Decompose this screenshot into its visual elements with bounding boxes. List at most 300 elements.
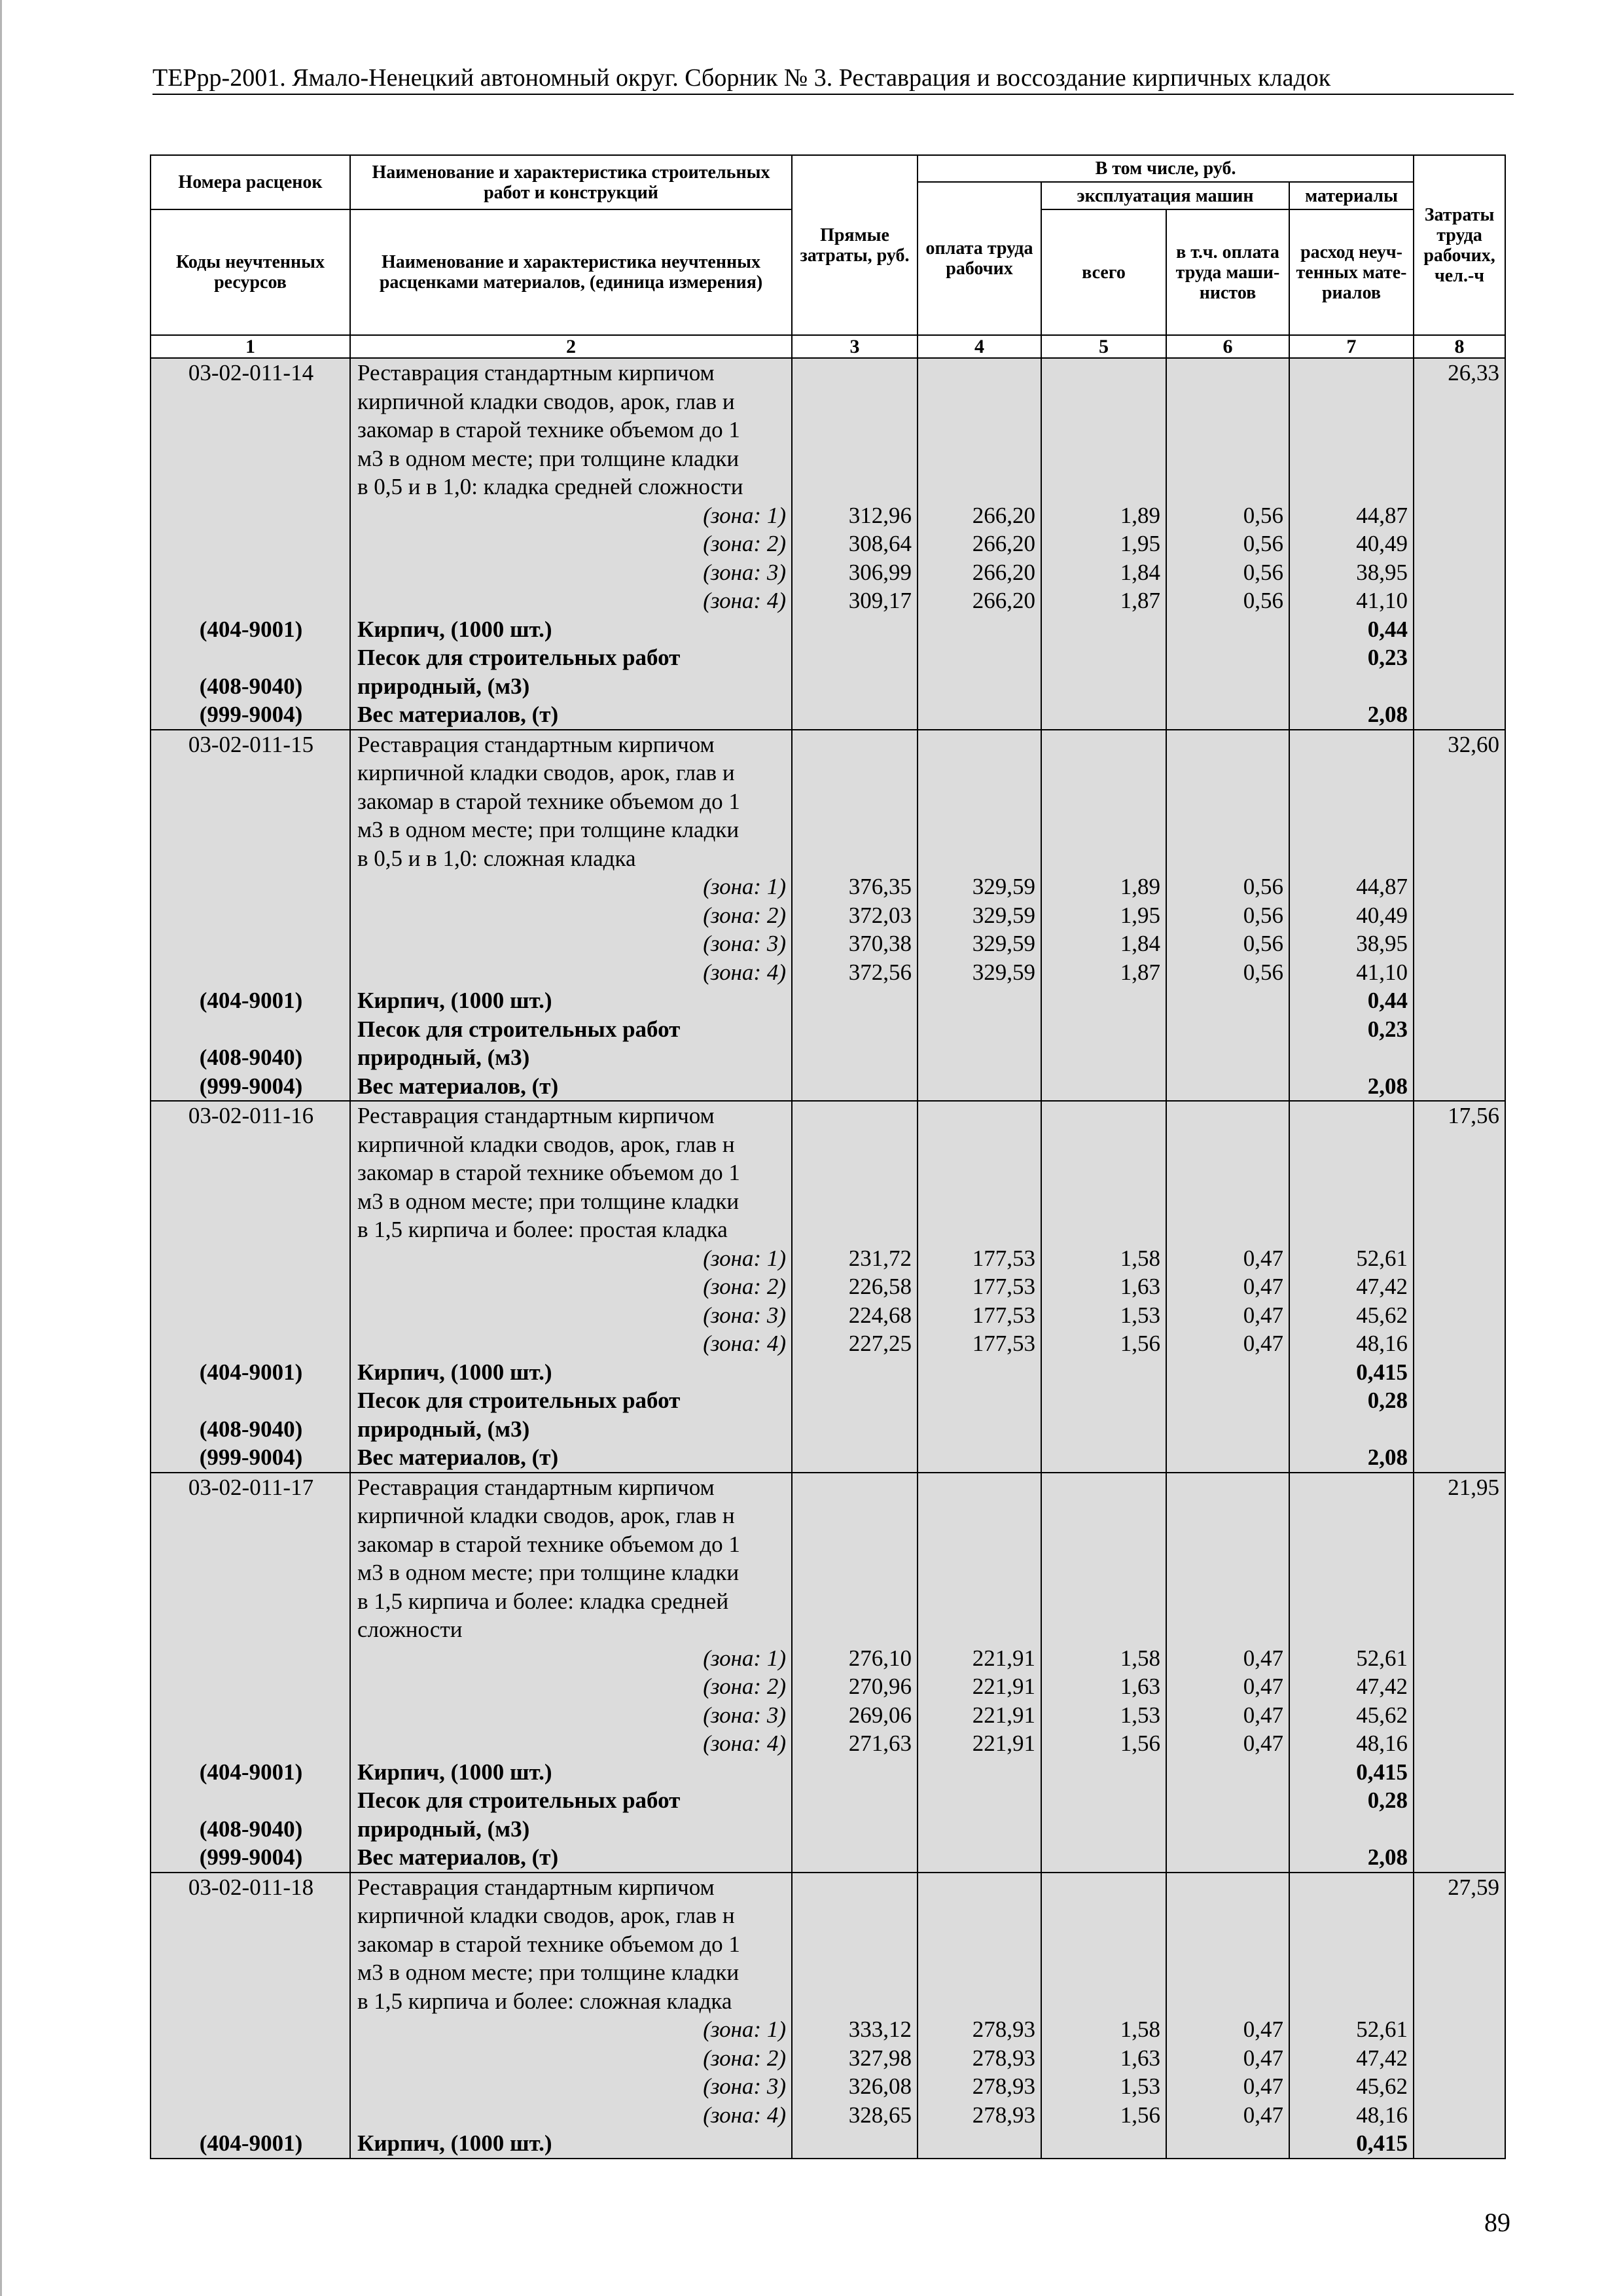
- blank-line: [1421, 1729, 1499, 1758]
- blank-line: [158, 2044, 344, 2073]
- blank-line: [158, 586, 344, 615]
- blank-line: [925, 1873, 1035, 1902]
- blank-line: [1296, 1187, 1408, 1216]
- blank-line: [1421, 1272, 1499, 1301]
- zone-label: (зона: 4): [703, 2102, 786, 2128]
- description-line: закомар в старой технике объемом до 1: [357, 1531, 740, 1557]
- blank-line: [925, 1043, 1035, 1072]
- blank-line: [1173, 1758, 1283, 1787]
- materials-value: 52,61: [1356, 1645, 1408, 1671]
- zone-label: (зона: 1): [703, 1645, 786, 1671]
- blank-line: [1048, 1443, 1160, 1472]
- blank-line: [799, 1958, 912, 1987]
- direct-cost-value: 333,12: [848, 2017, 912, 2042]
- description-line: Реставрация стандартным кирпичом: [357, 1103, 715, 1128]
- blank-line: [158, 501, 344, 530]
- blank-line: [1421, 844, 1499, 873]
- blank-line: [158, 1329, 344, 1358]
- resource-name: Вес материалов, (т): [357, 1073, 559, 1099]
- operator-pay-value: 0,56: [1243, 874, 1283, 899]
- blank-line: [1173, 615, 1283, 644]
- blank-line: [1296, 1158, 1408, 1187]
- labor-value: 17,56: [1448, 1103, 1500, 1128]
- worker-pay-value: 177,53: [972, 1302, 1035, 1328]
- blank-line: [1048, 1215, 1160, 1244]
- blank-line: [1421, 1758, 1499, 1787]
- blank-line: [1421, 473, 1499, 501]
- blank-line: [1048, 473, 1160, 501]
- blank-line: [1173, 1043, 1283, 1072]
- machines-total-value: 1,56: [1120, 1731, 1160, 1756]
- blank-line: [799, 986, 912, 1015]
- blank-line: [1173, 1473, 1283, 1502]
- blank-line: [1421, 643, 1499, 672]
- materials-value: 44,87: [1356, 502, 1408, 528]
- blank-line: [925, 816, 1035, 844]
- worker-pay-value: 266,20: [972, 531, 1035, 556]
- blank-line: [1296, 387, 1408, 416]
- blank-line: [1296, 1530, 1408, 1559]
- blank-line: [158, 444, 344, 473]
- operator-pay-cell: [1166, 1473, 1289, 1873]
- direct-cost-value: 372,03: [848, 902, 912, 928]
- direct-cost-value: 224,68: [848, 1302, 912, 1328]
- worker-pay-cell: [918, 730, 1041, 1102]
- blank-line: [1421, 1901, 1499, 1930]
- materials-cell: [1289, 730, 1414, 1102]
- worker-pay-value: 266,20: [972, 559, 1035, 585]
- blank-line: [1173, 1815, 1283, 1844]
- blank-line: [1421, 700, 1499, 729]
- zone-label: (зона: 3): [703, 1702, 786, 1728]
- machines-total-value: 1,53: [1120, 1702, 1160, 1728]
- blank-line: [1421, 1987, 1499, 2016]
- resource-qty: 2,08: [1367, 1444, 1408, 1470]
- operator-pay-value: 0,47: [1243, 1674, 1283, 1699]
- blank-line: [1421, 1130, 1499, 1159]
- direct-cost-value: 231,72: [848, 1245, 912, 1271]
- machines-total-value: 1,53: [1120, 1302, 1160, 1328]
- blank-line: [1048, 700, 1160, 729]
- blank-line: [1296, 1215, 1408, 1244]
- blank-line: [799, 473, 912, 501]
- description-cell: [350, 358, 792, 730]
- blank-line: [925, 700, 1035, 729]
- blank-line: [1048, 1415, 1160, 1444]
- materials-value: 38,95: [1356, 559, 1408, 585]
- worker-pay-value: 221,91: [972, 1702, 1035, 1728]
- blank-line: [1173, 730, 1283, 759]
- direct-cost-value: 276,10: [848, 1645, 912, 1671]
- header-unaccounted-materials: Наименование и характеристика неучтенных расценками материалов, (единица измерения): [350, 209, 792, 335]
- resource-name: Песок для строительных работ: [357, 1016, 681, 1042]
- blank-line: [925, 730, 1035, 759]
- blank-line: [1048, 359, 1160, 387]
- blank-line: [1173, 1786, 1283, 1815]
- resource-name: Песок для строительных работ: [357, 645, 681, 670]
- machines-total-value: 1,56: [1120, 2102, 1160, 2128]
- resource-code: (408-9040): [199, 673, 303, 699]
- blank-line: [1421, 816, 1499, 844]
- blank-line: [1173, 1130, 1283, 1159]
- blank-line: [799, 416, 912, 444]
- materials-value: 44,87: [1356, 874, 1408, 899]
- labor-cell: [1414, 1473, 1505, 1873]
- blank-line: [158, 1672, 344, 1701]
- blank-line: [1296, 1102, 1408, 1130]
- operator-pay-value: 0,47: [1243, 1331, 1283, 1356]
- blank-line: [1421, 2129, 1499, 2158]
- direct-costs-cell: [792, 1873, 918, 2159]
- blank-line: [799, 1415, 912, 1444]
- blank-line: [1296, 359, 1408, 387]
- labor-value: 26,33: [1448, 360, 1500, 386]
- direct-cost-value: 326,08: [848, 2073, 912, 2099]
- col-number-5: 5: [1041, 335, 1166, 358]
- blank-line: [1173, 1358, 1283, 1387]
- resource-code: (408-9040): [199, 1045, 303, 1070]
- blank-line: [799, 1158, 912, 1187]
- machines-total-value: 1,63: [1120, 1674, 1160, 1699]
- description-line: в 1,5 кирпича и более: сложная кладка: [357, 1988, 732, 2014]
- resource-name: Вес материалов, (т): [357, 702, 559, 727]
- machines-total-cell: [1041, 1101, 1166, 1473]
- blank-line: [799, 1102, 912, 1130]
- header-worker-pay: оплата труда рабочих: [918, 182, 1041, 335]
- blank-line: [925, 1843, 1035, 1872]
- operator-pay-value: 0,47: [1243, 1731, 1283, 1756]
- blank-line: [799, 387, 912, 416]
- operator-pay-value: 0,56: [1243, 531, 1283, 556]
- labor-cell: [1414, 358, 1505, 730]
- blank-line: [1173, 1615, 1283, 1644]
- blank-line: [1173, 700, 1283, 729]
- running-header: ТЕРрр-2001. Ямало-Ненецкий автономный округ. Сборник № 3. Реставрация и воссоздание кирпичных кладок: [152, 64, 1331, 92]
- blank-line: [1421, 1615, 1499, 1644]
- description-line: кирпичной кладки сводов, арок, глав н: [357, 1131, 735, 1157]
- worker-pay-cell: [918, 358, 1041, 730]
- resource-qty: 0,23: [1367, 645, 1408, 670]
- blank-line: [1048, 1987, 1160, 2016]
- blank-line: [799, 1558, 912, 1587]
- blank-line: [1296, 1587, 1408, 1616]
- blank-line: [1048, 1558, 1160, 1587]
- resource-qty: 0,23: [1367, 1016, 1408, 1042]
- col-number-2: 2: [350, 335, 792, 358]
- blank-line: [1048, 730, 1160, 759]
- blank-line: [925, 615, 1035, 644]
- description-line: закомар в старой технике объемом до 1: [357, 788, 740, 814]
- header-direct-costs: Прямые затраты, руб.: [792, 155, 918, 335]
- zone-label: (зона: 4): [703, 588, 786, 613]
- zone-label: (зона: 3): [703, 931, 786, 956]
- blank-line: [1421, 1386, 1499, 1415]
- machines-total-value: 1,95: [1120, 531, 1160, 556]
- zone-label: (зона: 3): [703, 559, 786, 585]
- blank-line: [925, 1072, 1035, 1101]
- blank-line: [1173, 1843, 1283, 1872]
- machines-total-value: 1,84: [1120, 559, 1160, 585]
- blank-line: [158, 1301, 344, 1330]
- direct-costs-cell: [792, 358, 918, 730]
- blank-line: [1421, 1672, 1499, 1701]
- zone-label: (зона: 4): [703, 959, 786, 985]
- header-unaccounted-consumption: расход неуч- тенных мате- риалов: [1289, 209, 1414, 335]
- direct-cost-value: 328,65: [848, 2102, 912, 2128]
- blank-line: [1048, 1386, 1160, 1415]
- blank-line: [925, 759, 1035, 787]
- operator-pay-value: 0,56: [1243, 559, 1283, 585]
- blank-line: [158, 1158, 344, 1187]
- resource-name: Кирпич, (1000 шт.): [357, 2130, 552, 2156]
- blank-line: [1048, 1873, 1160, 1902]
- code-cell: [151, 730, 350, 1102]
- description-line: в 0,5 и в 1,0: сложная кладка: [357, 845, 636, 871]
- machines-total-cell: [1041, 730, 1166, 1102]
- header-rates-numbers: Номера расценок: [151, 155, 350, 209]
- direct-cost-value: 376,35: [848, 874, 912, 899]
- blank-line: [1421, 1358, 1499, 1387]
- blank-line: [799, 1758, 912, 1787]
- blank-line: [158, 1729, 344, 1758]
- blank-line: [158, 1615, 344, 1644]
- blank-line: [1421, 901, 1499, 930]
- zone-label: (зона: 4): [703, 1331, 786, 1356]
- materials-value: 45,62: [1356, 1302, 1408, 1328]
- blank-line: [1296, 473, 1408, 501]
- blank-line: [1048, 1843, 1160, 1872]
- machines-total-cell: [1041, 1873, 1166, 2159]
- machines-total-value: 1,58: [1120, 1245, 1160, 1271]
- resource-code: (404-9001): [199, 616, 303, 642]
- materials-value: 48,16: [1356, 2102, 1408, 2128]
- labor-value: 32,60: [1448, 731, 1500, 757]
- materials-value: 47,42: [1356, 1274, 1408, 1299]
- blank-line: [1421, 444, 1499, 473]
- machines-total-value: 1,56: [1120, 1331, 1160, 1356]
- materials-value: 45,62: [1356, 1702, 1408, 1728]
- blank-line: [1421, 1244, 1499, 1273]
- description-line: Реставрация стандартным кирпичом: [357, 360, 715, 386]
- blank-line: [799, 759, 912, 787]
- operator-pay-value: 0,56: [1243, 502, 1283, 528]
- blank-line: [925, 643, 1035, 672]
- blank-line: [1296, 1043, 1408, 1072]
- resource-name: Кирпич, (1000 шт.): [357, 988, 552, 1013]
- blank-line: [158, 1958, 344, 1987]
- blank-line: [1421, 986, 1499, 1015]
- direct-cost-value: 227,25: [848, 1331, 912, 1356]
- resource-name: Песок для строительных работ: [357, 1787, 681, 1813]
- blank-line: [158, 1015, 344, 1044]
- blank-line: [1173, 1443, 1283, 1472]
- blank-line: [1296, 1815, 1408, 1844]
- blank-line: [158, 2015, 344, 2044]
- blank-line: [925, 1215, 1035, 1244]
- blank-line: [1048, 1102, 1160, 1130]
- machines-total-cell: [1041, 358, 1166, 730]
- worker-pay-cell: [918, 1473, 1041, 1873]
- materials-value: 41,10: [1356, 588, 1408, 613]
- blank-line: [1296, 816, 1408, 844]
- blank-line: [1421, 1786, 1499, 1815]
- blank-line: [1421, 1329, 1499, 1358]
- direct-costs-cell: [792, 1473, 918, 1873]
- blank-line: [1048, 1158, 1160, 1187]
- blank-line: [1173, 1015, 1283, 1044]
- blank-line: [158, 416, 344, 444]
- blank-line: [925, 1615, 1035, 1644]
- col-number-7: 7: [1289, 335, 1414, 358]
- blank-line: [925, 387, 1035, 416]
- zone-label: (зона: 1): [703, 2017, 786, 2042]
- zone-label: (зона: 2): [703, 1674, 786, 1699]
- blank-line: [1173, 1987, 1283, 2016]
- worker-pay-value: 177,53: [972, 1274, 1035, 1299]
- blank-line: [1296, 1473, 1408, 1502]
- blank-line: [925, 444, 1035, 473]
- resource-qty: 0,415: [1356, 1759, 1408, 1785]
- blank-line: [1421, 1415, 1499, 1444]
- blank-line: [1173, 1501, 1283, 1530]
- blank-line: [1173, 643, 1283, 672]
- blank-line: [1421, 1558, 1499, 1587]
- description-line: м3 в одном месте; при толщине кладки: [357, 1560, 740, 1585]
- operator-pay-value: 0,47: [1243, 1274, 1283, 1299]
- blank-line: [925, 1158, 1035, 1187]
- resource-name: природный, (м3): [357, 1816, 530, 1842]
- blank-line: [1173, 1958, 1283, 1987]
- blank-line: [1296, 1415, 1408, 1444]
- materials-value: 40,49: [1356, 531, 1408, 556]
- blank-line: [1048, 1901, 1160, 1930]
- blank-line: [799, 1501, 912, 1530]
- machines-total-value: 1,95: [1120, 902, 1160, 928]
- blank-line: [925, 986, 1035, 1015]
- description-line: в 0,5 и в 1,0: кладка средней сложности: [357, 474, 743, 499]
- blank-line: [925, 1443, 1035, 1472]
- blank-line: [799, 844, 912, 873]
- blank-line: [1048, 1930, 1160, 1959]
- resource-name: Вес материалов, (т): [357, 1844, 559, 1870]
- description-line: м3 в одном месте; при толщине кладки: [357, 1960, 740, 1985]
- blank-line: [158, 2101, 344, 2130]
- description-line: кирпичной кладки сводов, арок, глав н: [357, 1503, 735, 1528]
- blank-line: [799, 615, 912, 644]
- blank-line: [1296, 844, 1408, 873]
- blank-line: [1048, 672, 1160, 701]
- blank-line: [925, 1187, 1035, 1216]
- zone-label: (зона: 1): [703, 1245, 786, 1271]
- materials-value: 38,95: [1356, 931, 1408, 956]
- resource-code: (408-9040): [199, 1416, 303, 1442]
- blank-line: [1421, 529, 1499, 558]
- blank-line: [1421, 586, 1499, 615]
- blank-line: [799, 2129, 912, 2158]
- blank-line: [1173, 759, 1283, 787]
- blank-line: [799, 1215, 912, 1244]
- machines-total-value: 1,58: [1120, 1645, 1160, 1671]
- description-line: м3 в одном месте; при толщине кладки: [357, 445, 740, 471]
- header-resource-codes: Коды неучтенных ресурсов: [151, 209, 350, 335]
- materials-value: 52,61: [1356, 2017, 1408, 2042]
- rate-code: 03-02-011-16: [188, 1103, 314, 1128]
- blank-line: [1296, 1901, 1408, 1930]
- zone-label: (зона: 2): [703, 531, 786, 556]
- blank-line: [1048, 816, 1160, 844]
- blank-line: [1048, 1358, 1160, 1387]
- zone-label: (зона: 2): [703, 902, 786, 928]
- blank-line: [158, 1987, 344, 2016]
- blank-line: [1421, 1043, 1499, 1072]
- blank-line: [158, 529, 344, 558]
- worker-pay-value: 177,53: [972, 1331, 1035, 1356]
- blank-line: [1296, 1501, 1408, 1530]
- direct-costs-cell: [792, 730, 918, 1102]
- worker-pay-value: 278,93: [972, 2102, 1035, 2128]
- description-line: кирпичной кладки сводов, арок, глав и: [357, 388, 735, 414]
- blank-line: [158, 787, 344, 816]
- header-operator-pay: в т.ч. оплата труда маши- нистов: [1166, 209, 1289, 335]
- resource-name: Песок для строительных работ: [357, 1388, 681, 1413]
- blank-line: [799, 700, 912, 729]
- blank-line: [158, 643, 344, 672]
- labor-value: 27,59: [1448, 1874, 1500, 1900]
- materials-value: 52,61: [1356, 1245, 1408, 1271]
- blank-line: [799, 1987, 912, 2016]
- operator-pay-cell: [1166, 730, 1289, 1102]
- blank-line: [1296, 1130, 1408, 1159]
- blank-line: [1173, 444, 1283, 473]
- blank-line: [1173, 816, 1283, 844]
- labor-value: 21,95: [1448, 1474, 1500, 1500]
- blank-line: [925, 1358, 1035, 1387]
- resource-qty: 2,08: [1367, 702, 1408, 727]
- blank-line: [925, 1758, 1035, 1787]
- blank-line: [158, 1501, 344, 1530]
- worker-pay-value: 266,20: [972, 502, 1035, 528]
- resource-name: природный, (м3): [357, 1416, 530, 1442]
- blank-line: [1048, 1473, 1160, 1502]
- labor-cell: [1414, 730, 1505, 1102]
- blank-line: [1173, 1187, 1283, 1216]
- blank-line: [1048, 1187, 1160, 1216]
- resource-name: природный, (м3): [357, 1045, 530, 1070]
- blank-line: [799, 1786, 912, 1815]
- rate-code: 03-02-011-18: [188, 1874, 314, 1900]
- blank-line: [1421, 1644, 1499, 1673]
- blank-line: [925, 1587, 1035, 1616]
- blank-line: [799, 1815, 912, 1844]
- header-labor-costs: Затраты труда рабочих, чел.-ч: [1414, 155, 1505, 335]
- direct-costs-cell: [792, 1101, 918, 1473]
- direct-cost-value: 306,99: [848, 559, 912, 585]
- blank-line: [1421, 1072, 1499, 1101]
- blank-line: [799, 1072, 912, 1101]
- operator-pay-value: 0,47: [1243, 2102, 1283, 2128]
- blank-line: [925, 1415, 1035, 1444]
- blank-line: [799, 359, 912, 387]
- description-line: в 1,5 кирпича и более: кладка средней: [357, 1588, 729, 1614]
- code-cell: [151, 1101, 350, 1473]
- header-including: В том числе, руб.: [918, 155, 1414, 182]
- materials-value: 41,10: [1356, 959, 1408, 985]
- blank-line: [925, 1015, 1035, 1044]
- operator-pay-value: 0,56: [1243, 959, 1283, 985]
- blank-line: [925, 1958, 1035, 1987]
- resource-code: (999-9004): [199, 1073, 303, 1099]
- blank-line: [1173, 473, 1283, 501]
